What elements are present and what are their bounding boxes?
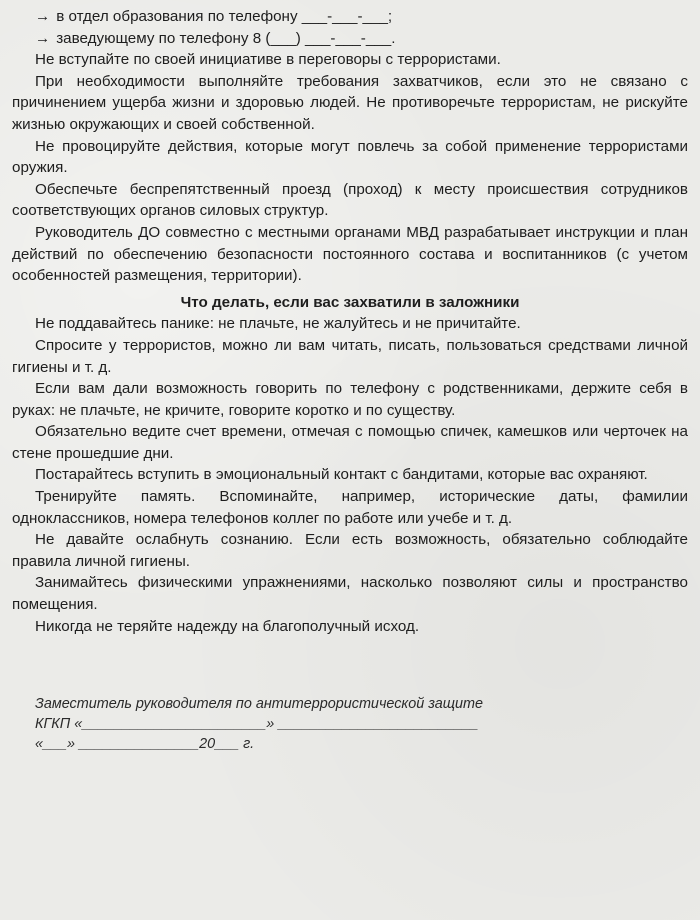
arrow-icon: → [35, 8, 51, 25]
paragraph: Постарайтесь вступить в эмоциональный контакт с бандитами, которые вас охраняют. [35, 466, 648, 484]
signature-position: Заместитель руководителя по антитеррористической защите [35, 696, 483, 712]
paragraph: Если вам дали возможность говорить по телефону с родственниками, держите себя в руках: не плачьте, не кричите, говорите коротко и по существу. [12, 380, 688, 419]
paragraph: Руководитель ДО совместно с местными органами МВД разрабатывает инструкции и план действий по обеспечению безопасности постоянного состава и воспитанников (с учетом особенностей размещения, территории). [12, 223, 688, 285]
signature-date: «___» _______________20___ г. [35, 736, 255, 752]
paragraph: Занимайтесь физическими упражнениями, насколько позволяют силы и пространство помещения. [12, 574, 688, 614]
paragraph: При необходимости выполняйте требования захватчиков, если это не связано с причинением ущерба жизни и здоровью людей. Не противоречьте террористам, не рискуйте жизнью окружающих и своей собственной. [12, 72, 688, 133]
paragraph: Не давайте ослабнуть сознанию. Если есть возможность, обязательно соблюдайте правила личной гигиены. [12, 531, 688, 570]
paragraph: Не поддавайтесь панике: не плачьте, не жалуйтесь и не причитайте. [35, 315, 521, 333]
signature-block [35, 694, 675, 754]
body-text [12, 6, 688, 637]
bullet-item: → заведующему по телефону 8 (___) ___-___-___. [35, 29, 396, 47]
bullet-item: → в отдел образования по телефону ___-___-___; [35, 8, 393, 25]
paragraph: Никогда не теряйте надежду на благополучный исход. [35, 617, 420, 635]
arrow-icon: → [35, 29, 51, 47]
paragraph: Не провоцируйте действия, которые могут повлечь за собой применение террористами оружия. [12, 137, 688, 177]
paragraph: Обязательно ведите счет времени, отмечая с помощью спичек, камешков или черточек на стене прошедшие дни. [12, 423, 688, 462]
paragraph: Спросите у террористов, можно ли вам читать, писать, пользоваться средствами личной гигиены и т. д. [12, 336, 688, 376]
paragraph: Не вступайте по своей инициативе в переговоры с террористами. [35, 51, 501, 69]
paragraph: Обеспечьте беспрепятственный проезд (проход) к месту происшествия сотрудников соответствующих органов силовых структур. [12, 180, 688, 220]
signature-organization: КГКП «_______________________» _________________________ [35, 716, 479, 732]
paragraph: Тренируйте память. Вспоминайте, например, исторические даты, фамилии одноклассников, номера телефонов коллег по работе или учебе и т. д. [12, 488, 688, 527]
section-title: Что делать, если вас захватили в заложники [180, 293, 520, 311]
